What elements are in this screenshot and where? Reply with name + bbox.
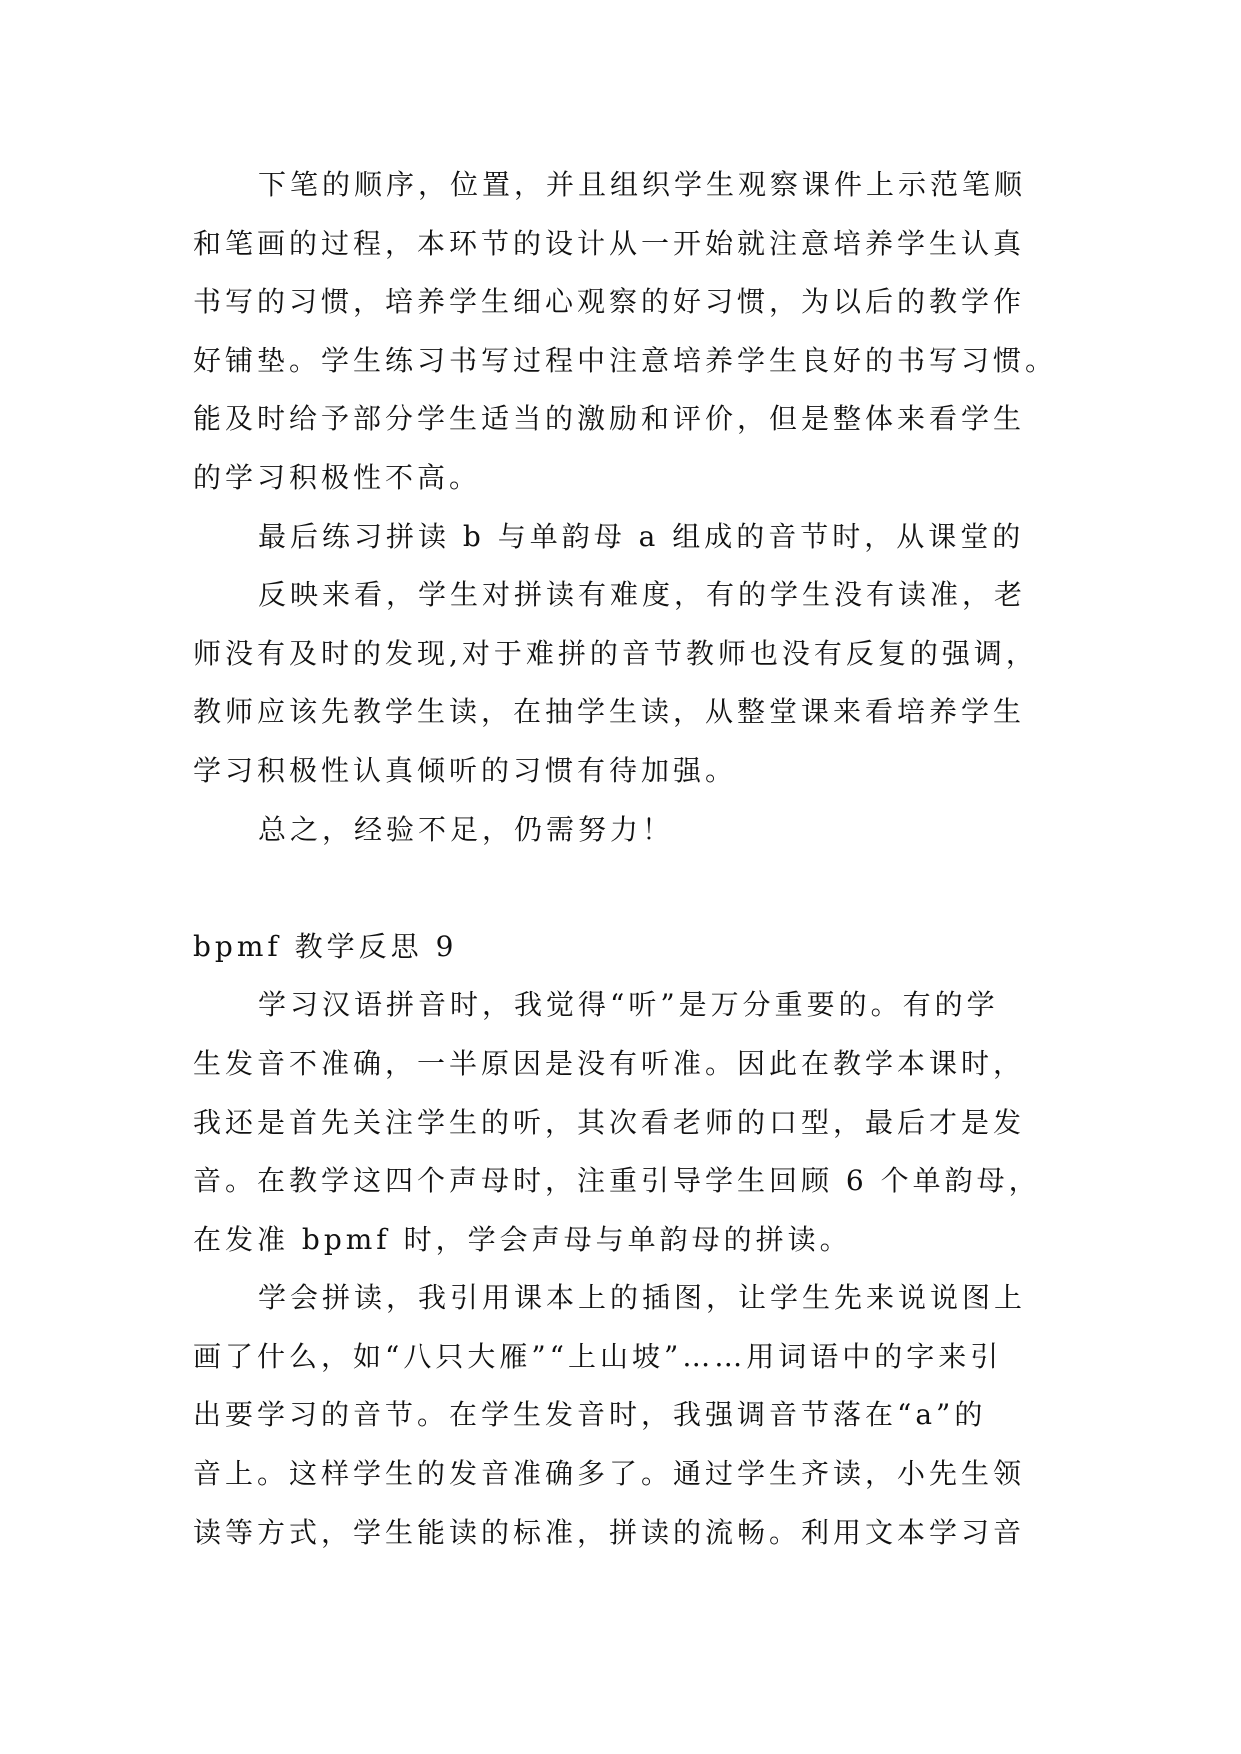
text-line: 和笔画的过程，本环节的设计从一开始就注意培养学生认真 [193,226,1026,260]
text-line: 读等方式，学生能读的标准，拼读的流畅。利用文本学习音 [193,1515,1026,1549]
text-line: 画了什么，如“八只大雁”“上山坡”……用词语中的字来引 [193,1339,1003,1373]
text-line: 师没有及时的发现,对于难拼的音节教师也没有反复的强调， [193,636,1038,670]
paragraph [193,508,1073,567]
text-line: 学习积极性认真倾听的习惯有待加强。 [193,753,738,787]
text-line: 学习汉语拼音时，我觉得“听”是万分重要的。有的学 [258,988,999,1022]
text-line: 出要学习的音节。在学生发音时，我强调音节落在“a”的 [193,1398,987,1432]
text-line: 在发准 bpmf 时，学会声母与单韵母的拼读。 [193,1222,852,1256]
paragraph [193,801,1073,860]
section-heading: bpmf 教学反思 9 [193,929,458,963]
text-line: 反映来看，学生对拼读有难度，有的学生没有读准，老 [258,578,1027,612]
text-line: 音上。这样学生的发音准确多了。通过学生齐读，小先生领 [193,1457,1026,1491]
text-line: 总之，经验不足，仍需努力！ [258,812,675,846]
text-line: 好铺垫。学生练习书写过程中注意培养学生良好的书写习惯。 [193,343,1058,377]
blank-spacer [193,859,1073,918]
text-line: 教师应该先教学生读，在抽学生读，从整堂课来看培养学生 [193,695,1026,729]
text-line: 下笔的顺序，位置，并且组织学生观察课件上示范笔顺 [258,168,1027,201]
paragraph [193,1269,1073,1562]
text-line: 音。在教学这四个声母时，注重引导学生回顾 6 个单韵母， [193,1164,1041,1198]
text-line: 生发音不准确，一半原因是没有听准。因此在教学本课时， [193,1046,1026,1080]
text-line: 能及时给予部分学生适当的激励和评价，但是整体来看学生 [193,402,1026,436]
text-line: 学会拼读，我引用课本上的插图，让学生先来说说图上 [258,1281,1027,1315]
paragraph [193,976,1073,1269]
text-line: 最后练习拼读 b 与单韵母 a 组成的音节时，从课堂的 [258,519,1025,553]
text-line: 我还是首先关注学生的听，其次看老师的口型，最后才是发 [193,1105,1026,1139]
paragraph [193,566,1073,800]
paragraph [193,156,1073,508]
text-line: 的学习积极性不高。 [193,460,482,494]
text-line: 书写的习惯，培养学生细心观察的好习惯，为以后的教学作 [193,285,1026,319]
